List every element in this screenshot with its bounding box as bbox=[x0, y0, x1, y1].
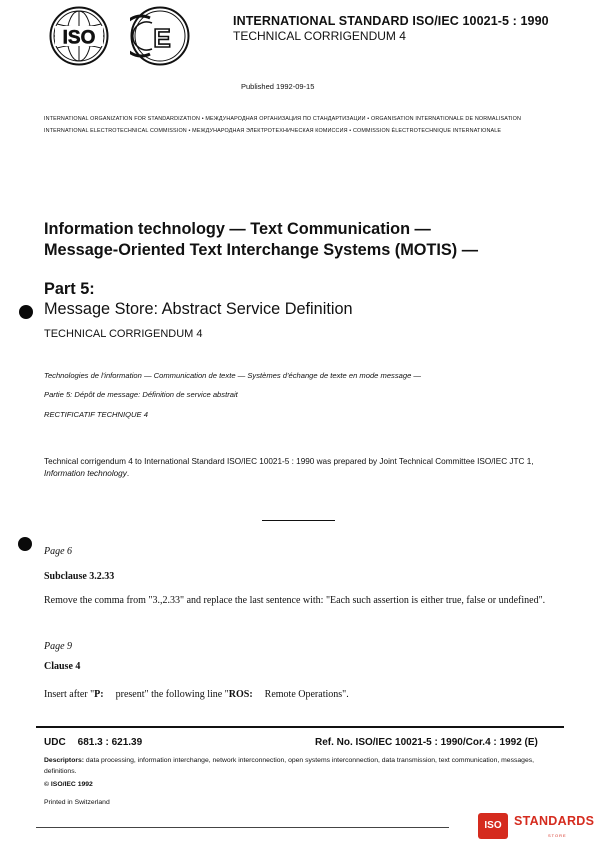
udc-label: UDC bbox=[44, 737, 66, 748]
descriptors-text: data processing, information interchange, network interconnection, open systems interconnection, data transmission, text communication, messages, definitions. bbox=[44, 757, 535, 776]
iec-org-line: INTERNATIONAL ELECTROTECHNICAL COMMISSION • МЕЖДУНАРОДНАЯ ЭЛЕКТРОТЕХНИЧЕСКАЯ КОМИССИЯ • COMMISSION ÉLECTROTECHNIQUE INTERNATIONALE bbox=[44, 128, 502, 134]
udc-value: 681.3 : 621.39 bbox=[77, 737, 143, 748]
page-reference: Page 6 bbox=[44, 546, 73, 557]
store-tag: STORE bbox=[548, 833, 567, 838]
store-badge-icon: ISO bbox=[478, 813, 508, 839]
footer-rule bbox=[36, 726, 564, 728]
reference-number: Ref. No. ISO/IEC 10021-5 : 1990/Cor.4 : 1992 (E) bbox=[315, 737, 538, 748]
standard-title: INTERNATIONAL STANDARD ISO/IEC 10021-5 : 1990 bbox=[233, 14, 549, 28]
correction-text bbox=[44, 689, 349, 700]
insert-new-def: Remote Operations". bbox=[264, 689, 349, 700]
insert-term: P: bbox=[94, 689, 104, 700]
descriptors-label: Descriptors: bbox=[44, 757, 85, 764]
iso-org-line: INTERNATIONAL ORGANIZATION FOR STANDARDIZATION • МЕЖДУНАРОДНАЯ ОРГАНИЗАЦИЯ ПО СТАНДАРТИЗАЦИИ • ORGANISATION INTERNATIONALE DE NORMALISATION bbox=[44, 116, 522, 122]
insert-term-def: present" the following line " bbox=[115, 689, 229, 700]
iec-logo-icon bbox=[130, 6, 190, 66]
copyright: © ISO/IEC 1992 bbox=[44, 781, 93, 788]
intro-italic: Information technology bbox=[44, 469, 127, 479]
margin-bullet bbox=[19, 305, 33, 319]
iso-logo-text: ISO bbox=[62, 27, 96, 49]
iec-logo-text: E bbox=[153, 23, 171, 53]
intro-paragraph bbox=[44, 456, 564, 481]
iso-logo-icon bbox=[49, 6, 109, 66]
correction-text: Remove the comma from "3.,2.33" and replace the last sentence with: "Each such assertion is either true, false or undefined". bbox=[44, 595, 546, 606]
descriptors bbox=[44, 755, 559, 778]
clause-heading: Subclause 3.2.33 bbox=[44, 571, 115, 582]
bottom-rule bbox=[36, 827, 449, 828]
printed-in: Printed in Switzerland bbox=[44, 799, 110, 806]
clause-heading: Clause 4 bbox=[44, 661, 81, 672]
intro-text: Technical corrigendum 4 to International Standard ISO/IEC 10021-5 : 1990 was prepared by Joint Technical Committee ISO/IEC JTC 1, bbox=[44, 457, 534, 466]
standard-subtitle: TECHNICAL CORRIGENDUM 4 bbox=[233, 29, 406, 43]
part-number: Part 5: bbox=[44, 280, 95, 298]
part-title: Message Store: Abstract Service Definition bbox=[44, 300, 353, 318]
udc-line bbox=[44, 737, 142, 748]
insert-new-term: ROS: bbox=[228, 689, 253, 700]
french-title-line-3: RECTIFICATIF TECHNIQUE 4 bbox=[44, 410, 148, 419]
french-title-line-2: Partie 5: Dépôt de message: Définition de service abstrait bbox=[44, 390, 238, 399]
section-divider bbox=[262, 520, 335, 521]
page-reference: Page 9 bbox=[44, 641, 73, 652]
published-date: Published 1992-09-15 bbox=[241, 82, 315, 91]
main-title-line-1: Information technology — Text Communication — bbox=[44, 220, 431, 238]
corrigendum-label: TECHNICAL CORRIGENDUM 4 bbox=[44, 328, 203, 340]
store-brand: STANDARDS bbox=[514, 814, 595, 828]
main-title-line-2: Message-Oriented Text Interchange Systems (MOTIS) — bbox=[44, 241, 478, 259]
french-title-line-1: Technologies de l'information — Communication de texte — Systèmes d'échange de texte en mode message — bbox=[44, 371, 422, 380]
iso-standards-store-logo[interactable] bbox=[478, 813, 596, 843]
intro-end: . bbox=[126, 469, 130, 479]
insert-prefix: Insert after " bbox=[44, 689, 95, 700]
margin-bullet bbox=[18, 537, 32, 551]
